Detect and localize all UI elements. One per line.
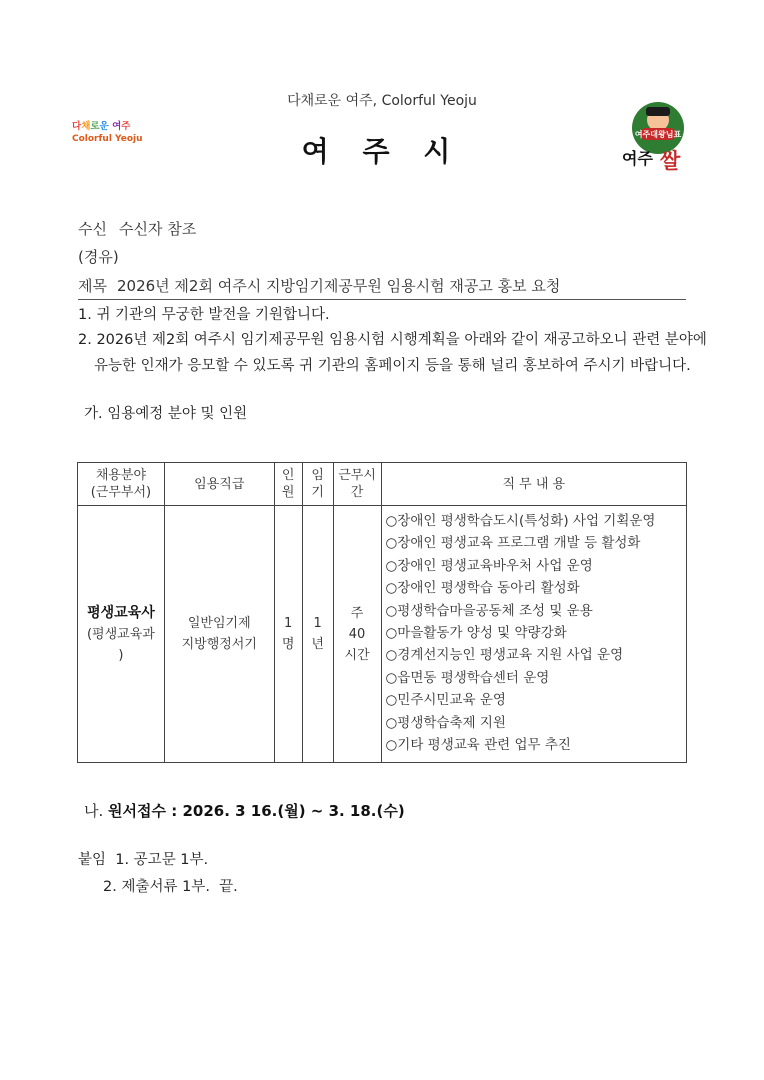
duty-item: ○읍면동 평생학습센터 운영 — [385, 669, 550, 686]
paragraph-3: 가. 임용예정 분야 및 인원 — [84, 406, 248, 422]
application-period: 원서접수 : 2026. 3 16.(월) ~ 3. 18.(수) — [108, 802, 405, 820]
subject-divider — [78, 299, 686, 300]
paragraph-1: 1. 귀 기관의 무궁한 발전을 기원합니다. — [78, 307, 330, 323]
header-count: 인 원 — [274, 463, 302, 506]
header-field: 채용분야 (근무부서) — [78, 463, 165, 506]
via-line: (경유) — [78, 248, 119, 266]
duty-item: ○장애인 평생학습 동아리 활성화 — [385, 580, 580, 597]
duty-item: ○평생학습축제 지원 — [385, 714, 506, 731]
cell-duties — [381, 506, 686, 763]
cell-field — [78, 506, 165, 763]
dept-line-2: ) — [118, 647, 124, 663]
duty-item: ○장애인 평생학습도시(특성화) 사업 기획운영 — [385, 513, 656, 529]
subject-label: 제목 — [78, 277, 107, 295]
duty-item: ○기타 평생교육 관련 업무 추진 — [385, 737, 571, 754]
svg-text:여주대왕님표: 여주대왕님표 — [634, 130, 682, 139]
org-title: 여 주 시 — [301, 135, 463, 168]
receiver-label: 수신 — [78, 220, 107, 238]
subject-line — [78, 275, 560, 296]
duty-item: ○경계선지능인 평생교육 지원 사업 운영 — [385, 647, 624, 664]
duty-item: ○장애인 평생교육 프로그램 개발 등 활성화 — [385, 535, 641, 552]
application-line — [84, 800, 405, 821]
header-duties: 직 무 내 용 — [381, 463, 686, 506]
logo-left-line1: 다채로운 여주 — [72, 121, 131, 132]
field-name: 평생교육사 — [87, 604, 155, 621]
svg-text:쌀: 쌀 — [660, 149, 681, 173]
duty-item: ○장애인 평생교육바우처 사업 운영 — [385, 557, 593, 574]
table-row — [78, 506, 687, 763]
cell-term: 1 년 — [302, 506, 333, 763]
paragraph-2: 2. 2026년 제2회 여주시 임기제공무원 임용시험 시행계획을 아래와 같이 재공고하오니 관련 분야에 유능한 인재가 응모할 수 있도록 귀 기관의 홈페이지 등을 통해 널리 홍보하여 주시기 바랍니다. — [78, 332, 707, 374]
receiver-value: 수신자 참조 — [118, 220, 197, 238]
svg-text:여주: 여주 — [622, 149, 653, 168]
duty-item: ○마을활동가 양성 및 약량강화 — [385, 625, 567, 642]
logo-left-line2: Colorful Yeoju — [72, 134, 143, 144]
dept-line-1: (평생교육과 — [86, 626, 155, 642]
slogan: 다채로운 여주, Colorful Yeoju — [287, 93, 477, 109]
attachment-1: 붙임 1. 공고문 1부. — [78, 852, 209, 868]
application-prefix: 나. — [84, 802, 104, 820]
cell-count: 1 명 — [274, 506, 302, 763]
subject-text: 2026년 제2회 여주시 지방임기제공무원 임용시험 재공고 홍보 요청 — [116, 277, 561, 295]
cell-hours: 주 40 시간 — [333, 506, 381, 763]
receiver-line — [78, 218, 196, 239]
recruitment-table — [77, 462, 687, 763]
header-rank: 임용직급 — [164, 463, 274, 506]
duty-item: ○평생학습마을공동체 조성 및 운용 — [385, 602, 593, 619]
cell-rank: 일반임기제 지방행정서기 — [164, 506, 274, 763]
table-header-row — [78, 463, 687, 506]
yeoju-rice-logo — [616, 98, 700, 174]
attachment-2: 2. 제출서류 1부. 끝. — [103, 879, 238, 895]
header-term: 임 기 — [302, 463, 333, 506]
header-hours: 근무시 간 — [333, 463, 381, 506]
duty-item: ○민주시민교육 운영 — [385, 692, 506, 709]
